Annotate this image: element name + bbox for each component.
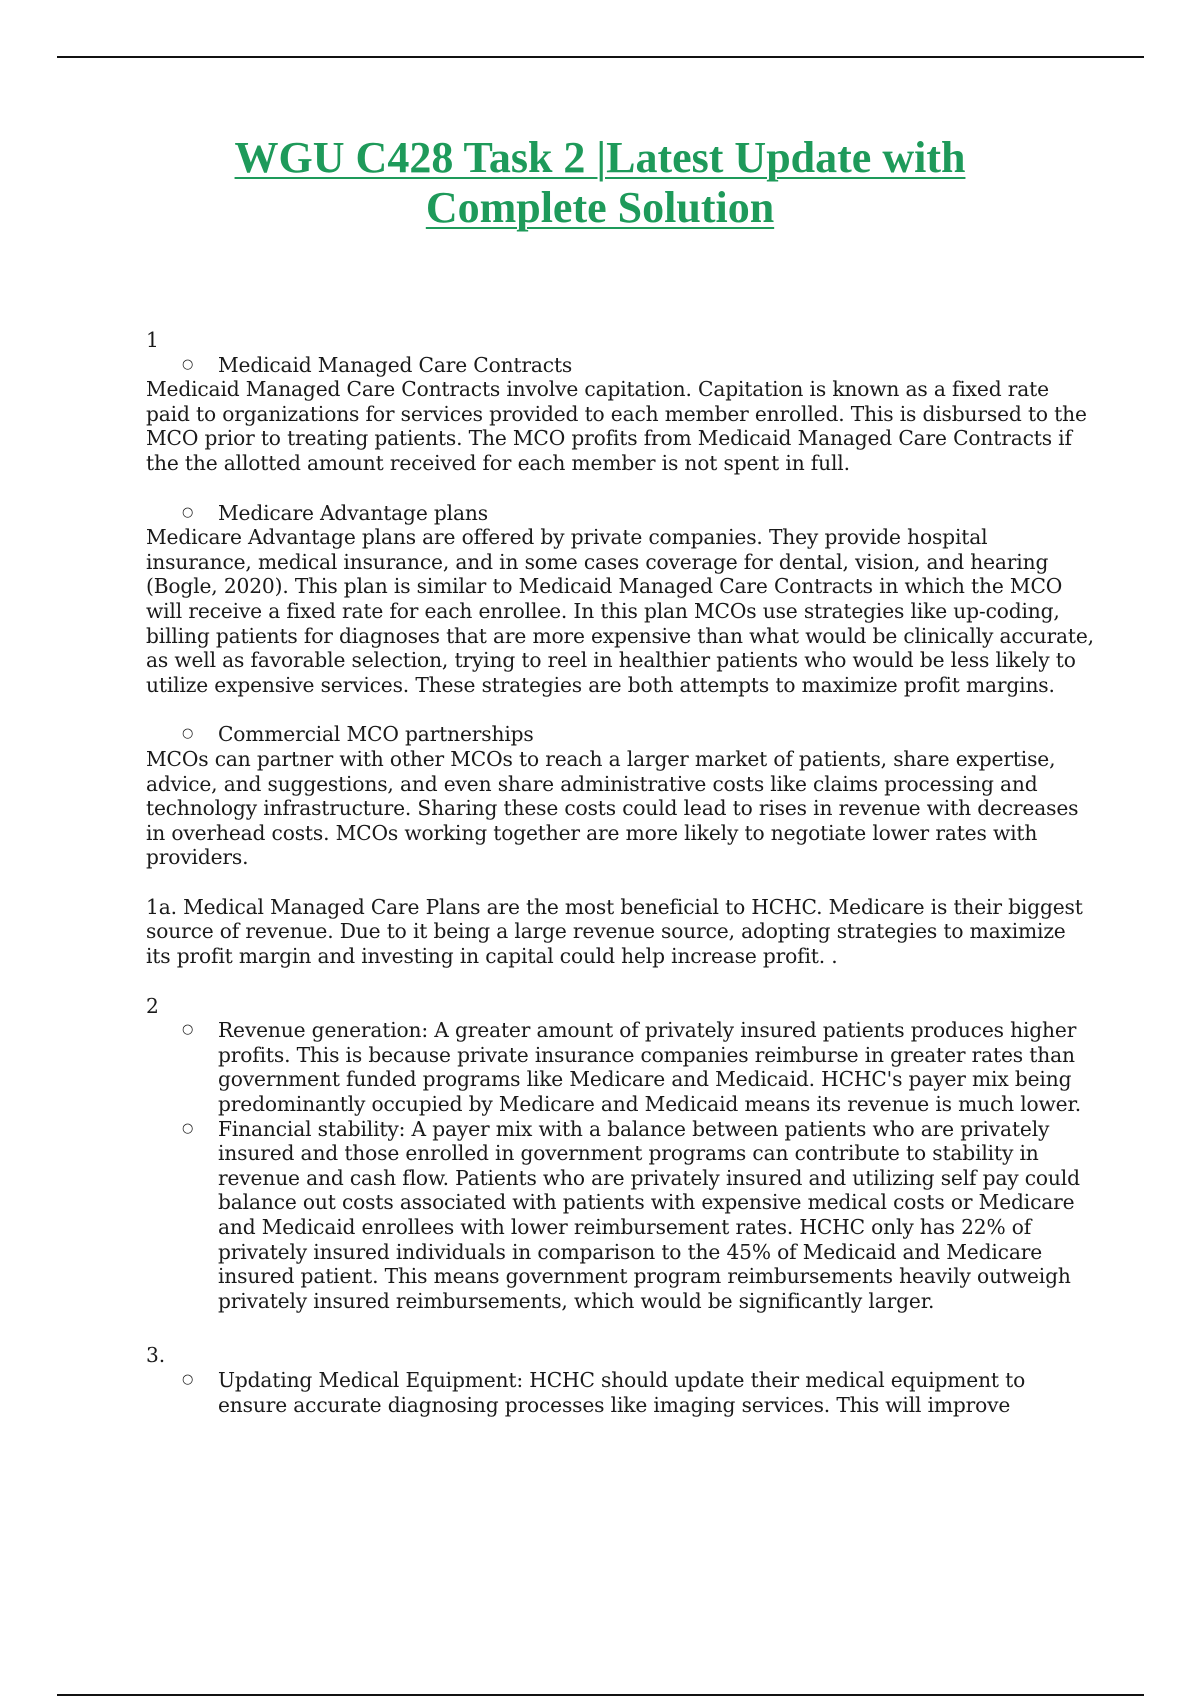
item-heading: Medicare Advantage plans (218, 500, 488, 525)
answer-1a: 1a. Medical Managed Care Plans are the most beneficial to HCHC. Medicare is their biggest source of revenue. Due to it being a large revenue source, adopting strategies to maximize its profit margin and investing in capital could help increase profit. . (146, 894, 1083, 969)
bullet-circle-icon: ○ (182, 726, 194, 742)
section-2-item-2 (146, 1117, 1096, 1314)
document-body (146, 328, 1096, 1417)
title-line-2: Complete Solution (425, 183, 775, 232)
item-text: Financial stability: A payer mix with a balance between patients who are privately insured and those enrolled in government programs can contribute to stability in revenue and cash flow. Patients who are privately insured and utilizing self pay could balance out costs associated with patients with expensive medical costs or Medicare and Medicaid enrollees with lower reimbursement rates. HCHC only has 22% of privately insured individuals in comparison to the 45% of Medicaid and Medicare insured patient. This means government program reimbursements heavily outweigh privately insured reimbursements, which would be significantly larger. (218, 1116, 1080, 1313)
item-heading: Commercial MCO partnerships (218, 722, 534, 747)
title-line-1: WGU C428 Task 2 |Latest Update with (234, 133, 966, 182)
section-2-number: 2 (146, 993, 159, 1018)
document-title (150, 133, 1050, 233)
section-1-item-3-heading (146, 722, 1096, 747)
bullet-circle-icon: ○ (182, 1120, 194, 1136)
bullet-circle-icon: ○ (182, 504, 194, 520)
top-rule (57, 56, 1144, 58)
section-1-number: 1 (146, 328, 159, 352)
section-1-item-1-heading (146, 353, 1096, 378)
section-3-number: 3. (146, 1343, 165, 1368)
section-1-item-2-heading (146, 501, 1096, 526)
item-text: Revenue generation: A greater amount of privately insured patients produces higher profits. This is because private insurance companies reimburse in greater rates than government funded programs like Medicare and Medicaid. HCHC's payer mix being predominantly occupied by Medicare and Medicaid means its revenue is much lower. (218, 1018, 1082, 1117)
section-1-item-3-body: MCOs can partner with other MCOs to reach a larger market of patients, share expertise, advice, and suggestions, and even share administrative costs like claims processing and technology infrastructure. Sharing these costs could lead to rises in revenue with decreases in overhead costs. MCOs working together are more likely to negotiate lower rates with providers. (146, 746, 1079, 870)
bullet-circle-icon: ○ (182, 1022, 194, 1038)
bullet-circle-icon: ○ (182, 1371, 194, 1387)
section-1-item-2-body: Medicare Advantage plans are offered by private companies. They provide hospital insurance, medical insurance, and in some cases coverage for dental, vision, and hearing (Bogle, 2020). This plan is similar to Medicaid Managed Care Contracts in which the MCO will receive a fixed rate for each enrollee. In this plan MCOs use strategies like up-coding, billing patients for diagnoses that are more expensive than what would be clinically accurate, as well as favorable selection, trying to reel in healthier patients who would be less likely to utilize expensive services. These strategies are both attempts to maximize profit margins. (146, 525, 1094, 697)
bullet-circle-icon: ○ (182, 356, 194, 372)
section-2-item-1 (146, 1018, 1096, 1116)
item-heading: Medicaid Managed Care Contracts (218, 352, 573, 377)
item-text: Updating Medical Equipment: HCHC should update their medical equipment to ensure accurate diagnosing processes like imaging services. This will improve (218, 1367, 1026, 1417)
bottom-rule (57, 1694, 1144, 1696)
section-1-item-1-body: Medicaid Managed Care Contracts involve capitation. Capitation is known as a fixed rate paid to organizations for services provided to each member enrolled. This is disbursed to the MCO prior to treating patients. The MCO profits from Medicaid Managed Care Contracts if the the allotted amount received for each member is not spent in full. (146, 377, 1087, 475)
section-3-item-1 (146, 1368, 1096, 1417)
